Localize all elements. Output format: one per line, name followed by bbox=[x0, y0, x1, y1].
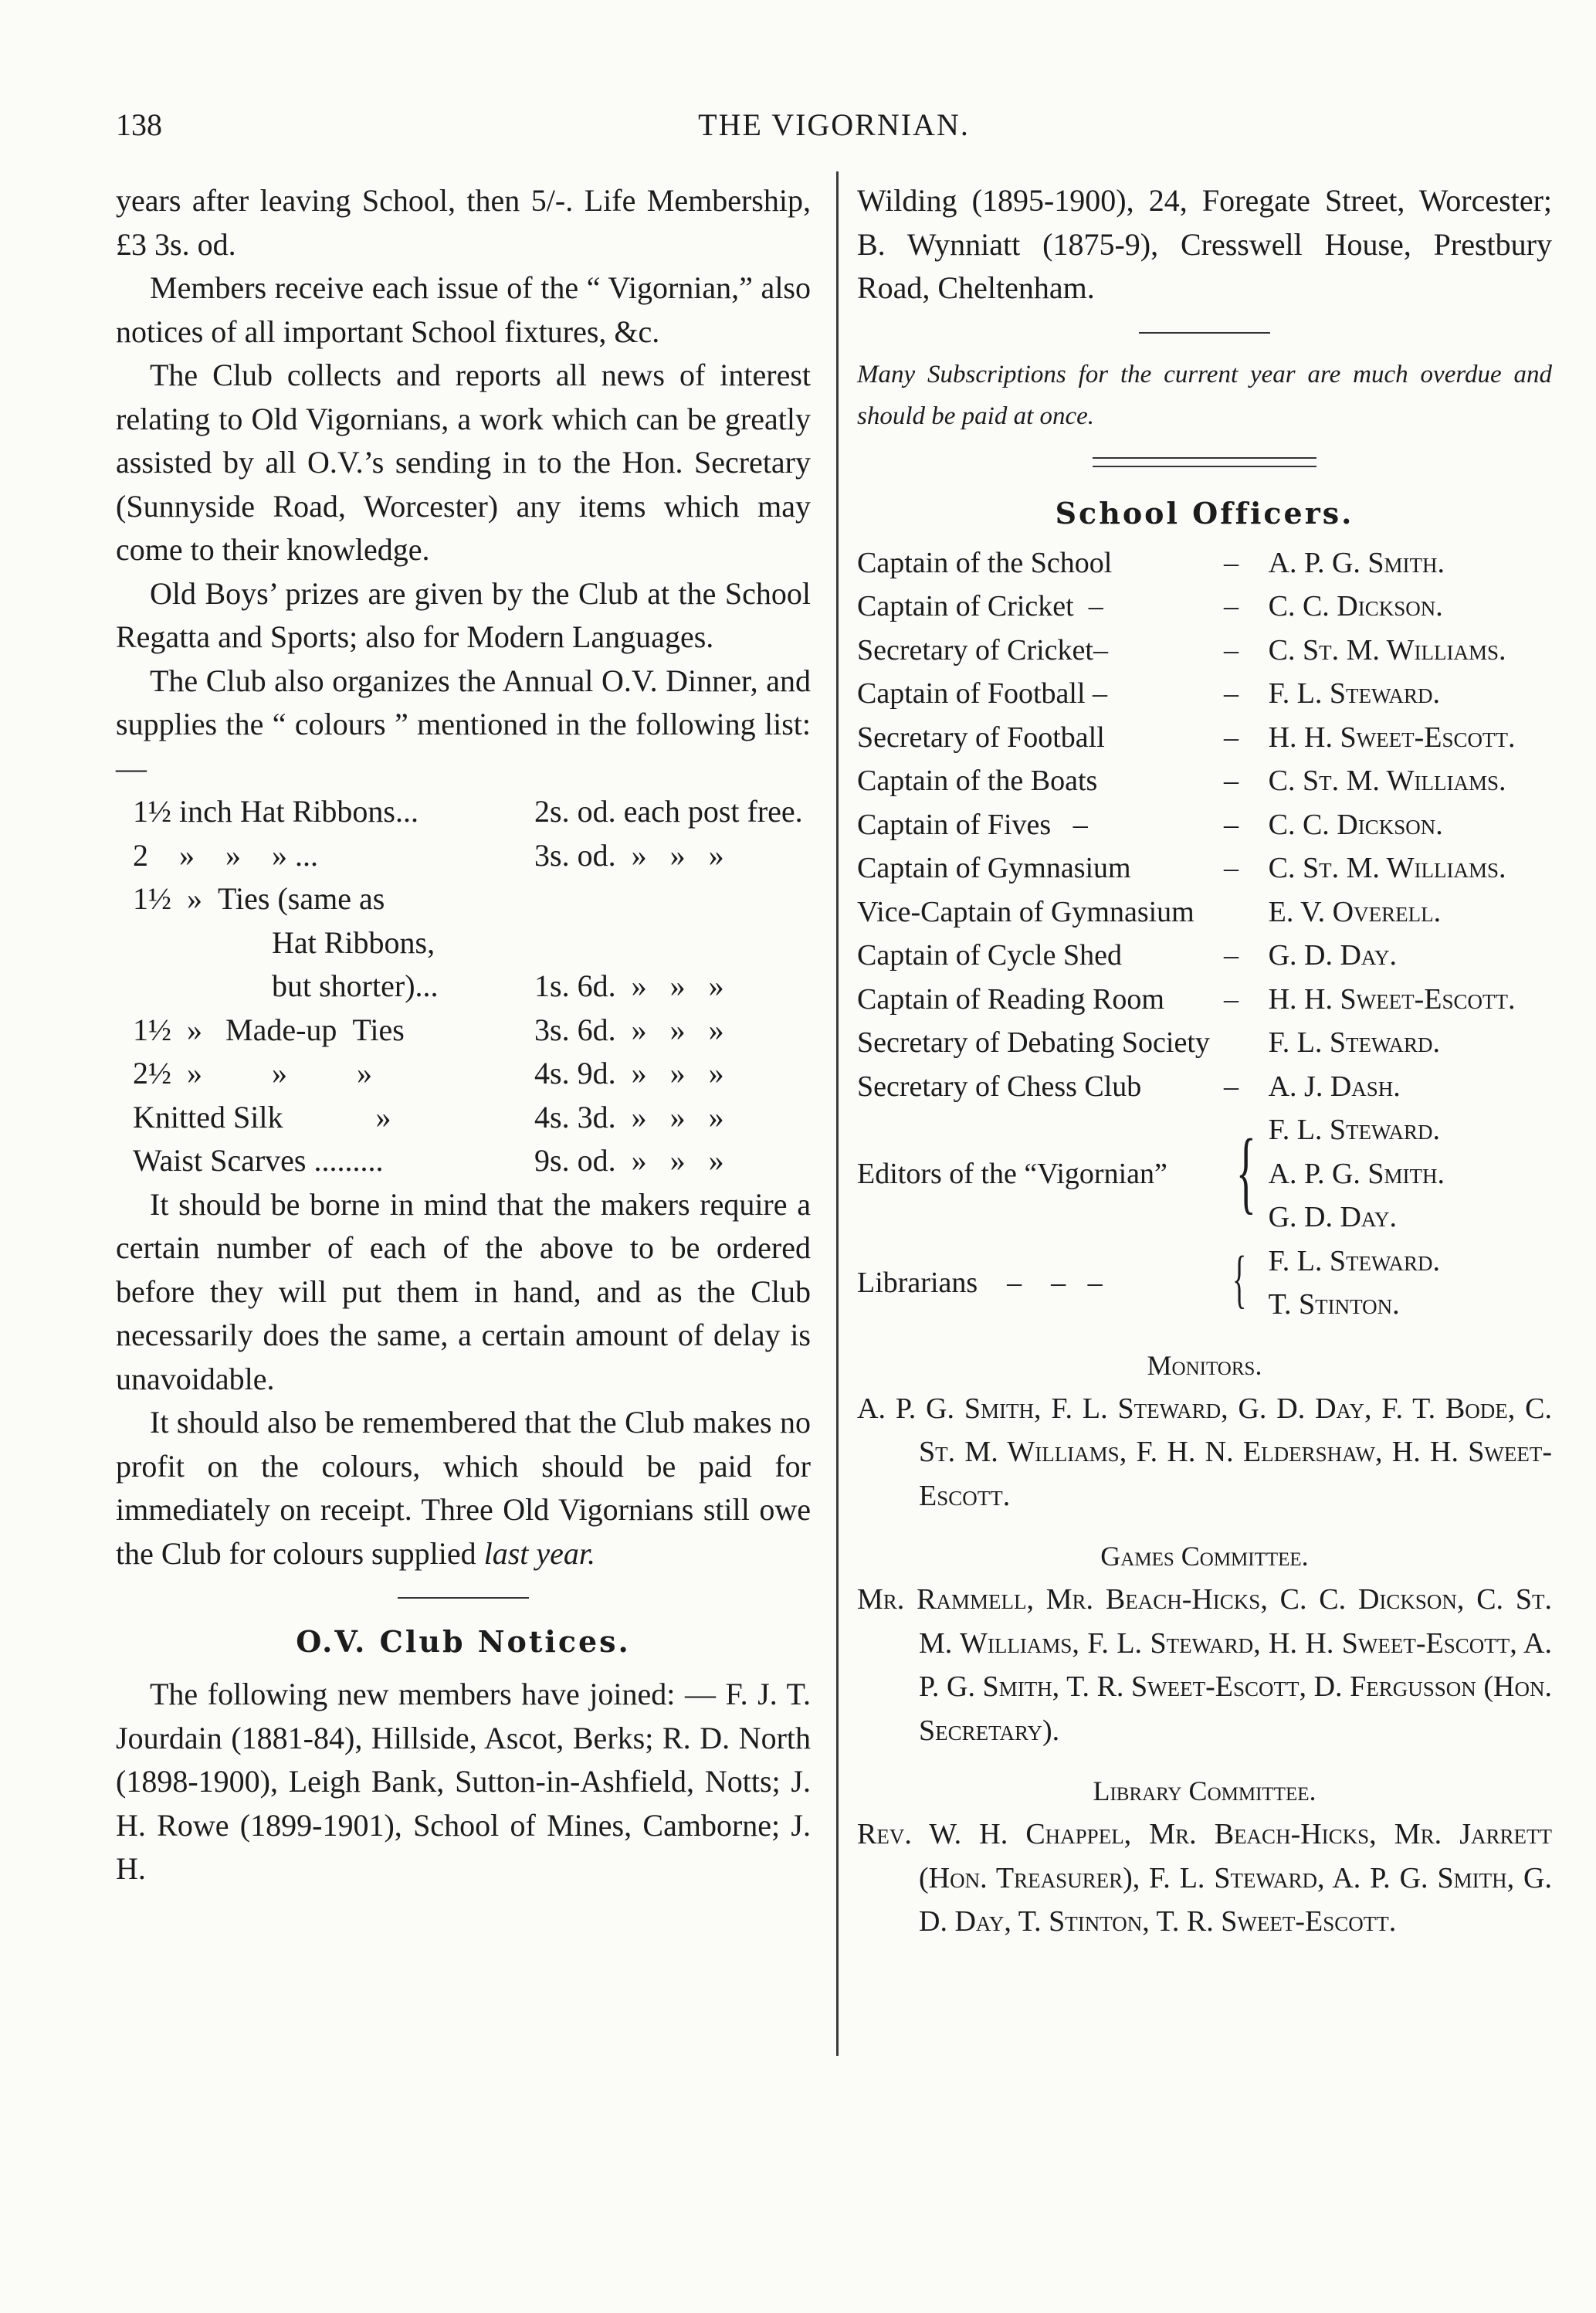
price-value: 4s. 3d. » » » bbox=[534, 1099, 724, 1134]
library-committee-heading: Library Committee. bbox=[1093, 1775, 1316, 1806]
price-row bbox=[133, 921, 803, 965]
subscriptions-notice: Many Subscriptions for the current year are much overdue and should be paid at once. bbox=[857, 360, 1552, 430]
officer-name: F. L. Steward. bbox=[1268, 1026, 1441, 1059]
price-item: Waist Scarves ......... bbox=[133, 1143, 384, 1178]
officer-dash: – bbox=[1224, 633, 1239, 666]
price-item: 2 » » » ... bbox=[133, 837, 318, 873]
price-value bbox=[534, 877, 803, 921]
running-title: THE VIGORNIAN. bbox=[698, 107, 970, 142]
officer-name: E. V. Overell. bbox=[1268, 895, 1442, 928]
library-committee-list: Rev. W. H. Chappel, Mr. Beach-Hicks, Mr. Jarrett (Hon. Treasurer), F. L. Steward, A. P. G. Smith, G. D. Day, T. Stinton, T. R. Sweet-Escott. bbox=[857, 1818, 1552, 1938]
games-committee-list: Mr. Rammell, Mr. Beach-Hicks, C. C. Dickson, C. St. M. Williams, F. L. Steward, H. H. Sweet-Escott, A. P. G. Smith, T. R. Sweet-Escott, D. Fergusson (Hon. Secretary). bbox=[857, 1583, 1552, 1747]
price-row bbox=[133, 1052, 803, 1096]
librarian-name: F. L. Steward. bbox=[1268, 1244, 1441, 1277]
officer-row bbox=[857, 934, 1515, 978]
games-committee-heading: Games Committee. bbox=[1100, 1541, 1309, 1572]
price-row bbox=[133, 965, 803, 1009]
price-value: 3s. od. » » » bbox=[534, 837, 724, 873]
officer-row bbox=[857, 716, 1515, 760]
monitors-heading: Monitors. bbox=[1147, 1349, 1262, 1381]
price-row bbox=[133, 1009, 803, 1053]
librarians-names bbox=[1269, 1240, 1516, 1327]
price-value bbox=[534, 921, 803, 965]
colours-profit-text: It should also be remembered that the Club makes no profit on the colours, which should be paid for immediately on receipt. Three Old Vigornians still owe the Club for colours supplied bbox=[116, 1405, 811, 1571]
price-row bbox=[133, 834, 803, 878]
librarians-label: Librarians – – – bbox=[857, 1266, 1103, 1299]
officer-role: Secretary of Cricket– bbox=[857, 633, 1108, 666]
officer-name: A. P. G. Smith. bbox=[1268, 546, 1445, 579]
page-number: 138 bbox=[116, 107, 162, 142]
editor-name: F. L. Steward. bbox=[1268, 1114, 1441, 1146]
officer-role: Captain of Cricket – bbox=[857, 590, 1103, 622]
officer-row bbox=[857, 759, 1515, 803]
officer-role: Secretary of Chess Club bbox=[857, 1070, 1142, 1103]
officer-role: Captain of Gymnasium bbox=[857, 852, 1131, 884]
officer-role: Secretary of Football bbox=[857, 721, 1105, 754]
price-row bbox=[133, 790, 803, 834]
librarian-name: T. Stinton. bbox=[1268, 1288, 1400, 1321]
school-officers-heading: School Officers. bbox=[1055, 495, 1354, 531]
editors-names bbox=[1269, 1108, 1516, 1240]
price-value: 1s. 6d. » » » bbox=[534, 968, 724, 1003]
officers-table bbox=[857, 541, 1515, 1327]
officer-role: Vice-Captain of Gymnasium bbox=[857, 895, 1194, 928]
price-item: 1½ inch Hat Ribbons... bbox=[133, 794, 418, 829]
price-value: 2s. od. each post free. bbox=[534, 794, 803, 829]
officer-row bbox=[857, 890, 1515, 934]
page-header bbox=[116, 107, 1552, 153]
officer-name: F. L. Steward. bbox=[1268, 677, 1441, 710]
club-notices-heading: O.V. Club Notices. bbox=[296, 1624, 631, 1659]
officer-dash: – bbox=[1224, 765, 1239, 797]
officer-role: Captain of Fives – bbox=[857, 808, 1088, 841]
makers-paragraph: It should be borne in mind that the makers require a certain number of each of the above to be ordered before they will put them in hand, and as the Club necessarily does the same, a certain amount of delay is unavoidable. bbox=[116, 1186, 811, 1396]
officer-dash: – bbox=[1224, 721, 1239, 754]
librarians-row bbox=[857, 1240, 1515, 1327]
members-receive-paragraph: Members receive each issue of the “ Vigornian,” also notices of all important School fixtures, &c. bbox=[116, 270, 811, 349]
dinner-paragraph: The Club also organizes the Annual O.V. Dinner, and supplies the “ colours ” mentioned in the following list: — bbox=[116, 663, 811, 785]
officer-dash bbox=[1224, 1021, 1269, 1065]
column-divider bbox=[836, 171, 839, 2056]
officer-row bbox=[857, 541, 1515, 585]
price-value: 4s. 9d. » » » bbox=[534, 1056, 724, 1090]
brace-icon: { bbox=[1235, 1119, 1256, 1223]
editor-name: G. D. Day. bbox=[1268, 1201, 1397, 1233]
officer-row bbox=[857, 1065, 1515, 1109]
officer-row bbox=[857, 803, 1515, 847]
officer-dash: – bbox=[1224, 939, 1239, 972]
officer-dash: – bbox=[1224, 590, 1239, 622]
officer-row bbox=[857, 672, 1515, 716]
officer-dash: – bbox=[1224, 546, 1239, 579]
price-item: but shorter)... bbox=[133, 968, 439, 1003]
price-item: 2½ » » » bbox=[133, 1056, 372, 1090]
officer-name: C. St. M. Williams. bbox=[1268, 633, 1506, 666]
officer-dash: – bbox=[1224, 982, 1239, 1016]
price-row bbox=[133, 1096, 803, 1140]
officer-role: Captain of Reading Room bbox=[857, 982, 1164, 1016]
prizes-paragraph: Old Boys’ prizes are given by the Club at the School Regatta and Sports; also for Modern Languages. bbox=[116, 575, 811, 654]
monitors-list: A. P. G. Smith, F. L. Steward, G. D. Day, F. T. Bode, C. St. M. Williams, F. H. N. Eldershaw, H. H. Sweet-Escott. bbox=[857, 1392, 1552, 1512]
officer-name: C. St. M. Williams. bbox=[1268, 765, 1506, 797]
price-item: 1½ » Made-up Ties bbox=[133, 1012, 405, 1047]
price-value: 9s. od. » » » bbox=[534, 1143, 724, 1178]
new-members-paragraph: The following new members have joined: — F. J. T. Jourdain (1881-84), Hillside, Ascot, Berks; R. D. North (1898-1900), Leigh Bank, Sutton-in-Ashfield, Notts; J. H. Rowe (1899-1901), School of Mines, Camborne; J. H. bbox=[116, 1677, 811, 1886]
officer-name: A. J. Dash. bbox=[1268, 1070, 1401, 1103]
officer-row bbox=[857, 978, 1515, 1022]
officer-row bbox=[857, 1021, 1515, 1065]
officer-dash bbox=[1224, 890, 1269, 934]
price-item: Knitted Silk » bbox=[133, 1099, 391, 1134]
section-rule bbox=[1139, 332, 1270, 334]
officer-dash: – bbox=[1224, 1070, 1239, 1103]
officer-name: C. C. Dickson. bbox=[1268, 590, 1443, 622]
officer-row bbox=[857, 846, 1515, 890]
officer-row bbox=[857, 629, 1515, 673]
officer-name: H. H. Sweet-Escott. bbox=[1268, 982, 1516, 1016]
price-row bbox=[133, 877, 803, 921]
officer-name: H. H. Sweet-Escott. bbox=[1268, 721, 1516, 754]
colours-profit-paragraph bbox=[116, 1401, 811, 1575]
officer-row bbox=[857, 585, 1515, 629]
new-members-continued: Wilding (1895-1900), 24, Foregate Street, Worcester; B. Wynniatt (1875-9), Cresswell House, Prestbury Road, Cheltenham. bbox=[857, 183, 1552, 305]
officer-name: C. C. Dickson. bbox=[1268, 808, 1443, 841]
editors-row bbox=[857, 1108, 1515, 1240]
price-item: 1½ » Ties (same as bbox=[133, 881, 385, 916]
officer-dash: – bbox=[1224, 808, 1239, 841]
officer-role: Secretary of Debating Society bbox=[857, 1026, 1210, 1059]
price-item: Hat Ribbons, bbox=[133, 924, 435, 960]
left-column bbox=[116, 179, 811, 1891]
colours-price-list bbox=[133, 790, 803, 1183]
price-row bbox=[133, 1139, 803, 1183]
brace-icon: { bbox=[1232, 1243, 1247, 1315]
officer-role: Captain of the School bbox=[857, 546, 1113, 579]
price-value: 3s. 6d. » » » bbox=[534, 1012, 724, 1047]
membership-text: years after leaving School, then 5/-. Life Membership, £3 3s. od. bbox=[116, 183, 811, 262]
editors-label: Editors of the “Vigornian” bbox=[857, 1157, 1167, 1190]
section-rule bbox=[398, 1597, 529, 1599]
club-news-paragraph: The Club collects and reports all news of interest relating to Old Vigornians, a work which can be greatly assisted by all O.V.’s sending in to the Hon. Secretary (Sunnyside Road, Worcester) any items which may come to their knowledge. bbox=[116, 358, 811, 567]
officer-dash: – bbox=[1224, 852, 1239, 884]
right-column bbox=[857, 179, 1552, 1944]
last-year-text: last year. bbox=[483, 1535, 596, 1571]
double-rule bbox=[1093, 457, 1316, 467]
officer-name: G. D. Day. bbox=[1268, 939, 1397, 972]
officer-dash: – bbox=[1224, 677, 1239, 710]
officer-name: C. St. M. Williams. bbox=[1268, 852, 1506, 884]
editor-name: A. P. G. Smith. bbox=[1268, 1157, 1445, 1190]
officer-role: Captain of Football – bbox=[857, 677, 1108, 710]
officer-role: Captain of the Boats bbox=[857, 765, 1098, 797]
officer-role: Captain of Cycle Shed bbox=[857, 939, 1122, 972]
